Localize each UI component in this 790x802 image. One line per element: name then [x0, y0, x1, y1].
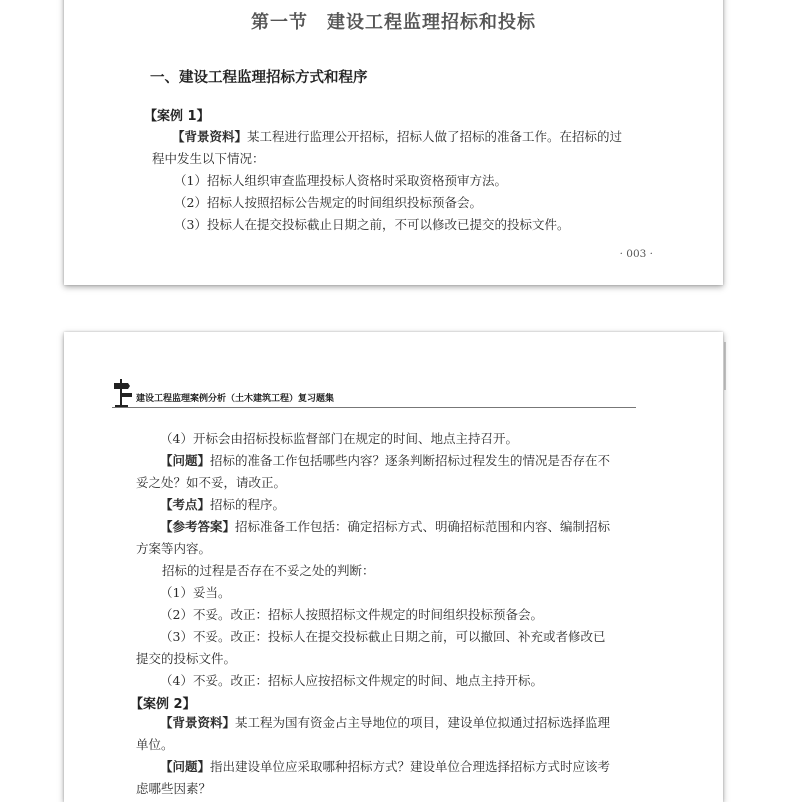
background-text-2: 程中发生以下情况：	[152, 151, 265, 166]
list-item: （1）招标人组织审查监理投标人资格时采取资格预审方法。	[174, 173, 507, 188]
page-number: · 003 ·	[619, 248, 653, 260]
question-text-1: 招标的准备工作包括哪些内容？逐条判断招标过程发生的情况是否存在不	[210, 453, 611, 468]
background-paragraph-line1	[172, 126, 622, 148]
judge-item: （4）不妥。改正：招标人应按招标文件规定的时间、地点主持开标。	[160, 673, 543, 688]
judge-item-cont: 提交的投标文件。	[136, 651, 237, 666]
kaodian-line	[160, 494, 285, 516]
answer-text-2: 方案等内容。	[136, 541, 212, 556]
judge-item: （1）妥当。	[160, 585, 231, 600]
question-text-2: 妥之处？如不妥，请改正。	[136, 475, 287, 490]
section-title: 第一节 建设工程监理招标和投标	[251, 12, 536, 33]
judge-item: （3）不妥。改正：投标人在提交投标截止日期之前，可以撤回、补充或者修改已	[160, 629, 606, 644]
case2-background-line1	[160, 712, 610, 734]
kaodian-label: 【考点】	[160, 497, 211, 512]
answer-line1	[160, 516, 610, 538]
list-item: （3）投标人在提交投标截止日期之前，不可以修改已提交的投标文件。	[174, 217, 570, 232]
case2-background-label: 【背景资料】	[160, 715, 236, 730]
running-header-title: 建设工程监理案例分析（土木建筑工程）复习题集	[136, 394, 335, 404]
judge-intro: 招标的过程是否存在不妥之处的判断：	[162, 563, 375, 578]
background-label: 【背景资料】	[172, 129, 248, 144]
case2-background-text-1: 某工程为国有资金占主导地位的项目，建设单位拟通过招标选择监理	[235, 715, 611, 730]
case-2-heading: 【案例 2】	[130, 697, 196, 712]
book-page-003	[64, 0, 723, 285]
subsection-heading: 一、建设工程监理招标方式和程序	[150, 70, 368, 86]
case2-question-text-2: 虑哪些因素？	[136, 781, 212, 796]
question-label: 【问题】	[160, 453, 211, 468]
signpost-icon	[112, 377, 134, 407]
case-1-heading: 【案例 1】	[144, 109, 210, 124]
background-text-1: 某工程进行监理公开招标，招标人做了招标的准备工作。在招标的过	[247, 129, 623, 144]
case2-question-label: 【问题】	[160, 759, 211, 774]
question-line1	[160, 450, 610, 472]
kaodian-text: 招标的程序。	[210, 497, 286, 512]
judge-item: （2）不妥。改正：招标人按照招标文件规定的时间组织投标预备会。	[160, 607, 543, 622]
case2-background-text-2: 单位。	[136, 737, 174, 752]
answer-text-1: 招标准备工作包括：确定招标方式、明确招标范围和内容、编制招标	[235, 519, 611, 534]
case2-question-text-1: 指出建设单位应采取哪种招标方式？建设单位合理选择招标方式时应该考	[210, 759, 611, 774]
running-header	[112, 377, 636, 408]
list-item: （2）招标人按照招标公告规定的时间组织投标预备会。	[174, 195, 482, 210]
adjacent-page-edge	[724, 342, 726, 390]
case2-question-line1	[160, 756, 610, 778]
answer-label: 【参考答案】	[160, 519, 236, 534]
book-page-next	[64, 332, 723, 802]
list-item: （4）开标会由招标投标监督部门在规定的时间、地点主持召开。	[160, 431, 518, 446]
